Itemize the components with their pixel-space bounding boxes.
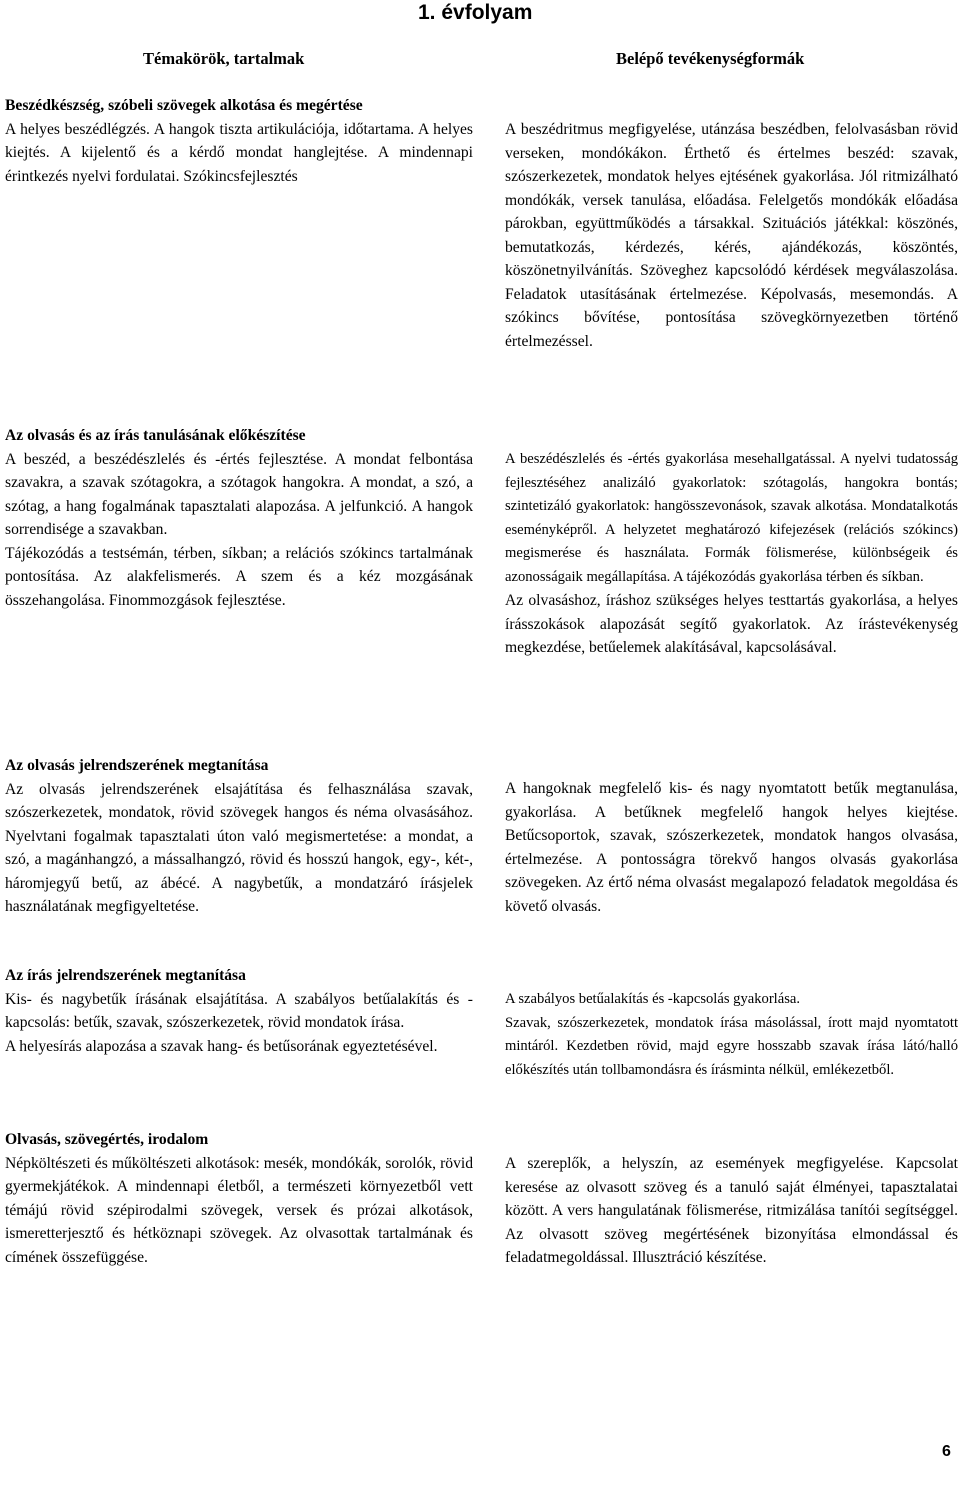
section-activities: A beszédészlelés és -értés gyakorlása mesehallgatással. A nyelvi tudatosság fejlesztéséhez analizáló gyakorlatok: szótagolás, hangokra bontás; szintetizáló gyakorlatok: hangösszevonások, szavak alkotása. Mondatalkotás eseményképről. A helyzetet meghatározó kifejezések (relációs szókincs) megismerése és használata. Formák fölismerése, különbségeik és azonosságaik megállapítása. A tájékozódás gyakorlása térben és síkban. <box>505 451 958 585</box>
section-title: Az olvasás és az írás tanulásának előkészítése <box>5 427 306 444</box>
section-text: A helyes beszédlégzés. A hangok tiszta artikulációja, időtartama. A helyes kiejtés. A kijelentő és a kérdő mondat hanglejtése. A mindennapi érintkezés nyelvi fordulatai. Szókincsfejlesztés <box>5 120 473 185</box>
section-5-left <box>5 1128 473 1269</box>
grade-title: 1. évfolyam <box>418 1 533 24</box>
section-title: Az olvasás jelrendszerének megtanítása <box>5 757 269 774</box>
section-2-right <box>505 448 958 660</box>
page-number: 6 <box>942 1443 951 1460</box>
section-activities: Szavak, szószerkezetek, mondatok írása másolással, írott majd nyomtatott mintáról. Kezdetben rövid, majd egyre hosszabb szavak írása látó/halló előkészítés után tollbamondásra és írásminta nélkül, emlékezetből. <box>505 1014 958 1078</box>
section-activities: A szabályos betűalakítás és -kapcsolás gyakorlása. <box>505 991 801 1007</box>
section-4-left <box>5 964 473 1058</box>
section-activities: Az olvasáshoz, íráshoz szükséges helyes testtartás gyakorlása, a helyes írásszokások alapozását segítő gyakorlatok. Az írástevékenység megkezdése, betűelemek alakításával, kapcsolásával. <box>505 592 958 656</box>
section-3-left <box>5 754 473 919</box>
section-title: Az írás jelrendszerének megtanítása <box>5 967 246 984</box>
section-text: Kis- és nagybetűk írásának elsajátítása. A szabályos betűalakítás és -kapcsolás: betűk, szavak, szószerkezetek, rövid mondatok írása. <box>5 990 473 1031</box>
section-activities: A szereplők, a helyszín, az események megfigyelése. Kapcsolat keresése az olvasott szöveg és a tanuló saját élményei, tapasztalatai között. A vers hangulatának fölismerése, ritmizálása tanítói segítséggel. Az olvasott szöveg megértésének bizonyítása elmondással és feladatmegoldással. Illusztráció készítése. <box>505 1155 958 1266</box>
section-2-left <box>5 424 473 612</box>
section-1-left <box>5 94 473 188</box>
section-text: A beszéd, a beszédészlelés és -értés fejlesztése. A mondat felbontása szavakra, a szavak szótagokra, a szótagok hangokra. A mondat, a szó, a szótag, a hang fogalmának tapasztalati alapozása. A jelfunkció. A hangok sorrendisége a szavakban. <box>5 450 473 538</box>
section-1-right <box>505 118 958 353</box>
right-column-heading: Belépő tevékenységformák <box>616 49 805 68</box>
section-title: Beszédkészség, szóbeli szövegek alkotása és megértése <box>5 97 363 114</box>
section-3-right <box>505 777 958 918</box>
section-text: Tájékozódás a testsémán, térben, síkban; a relációs szókincs tartalmának pontosítása. Az alakfelismerés. A szem és a kéz mozgásának összehangolása. Finommozgások fejlesztése. <box>5 544 473 609</box>
section-activities: A hangoknak megfelelő kis- és nagy nyomtatott betűk megtanulása, gyakorlása. A betűknek megfelelő hangok helyes kiejtése. Betűcsoportok, szavak, szószerkezetek, mondatok hangos olvasása, értelmezése. A pontosságra törekvő hangos olvasás gyakorlása szövegeken. Az értő néma olvasást megalapozó feladatok megoldása és követő olvasás. <box>505 780 958 915</box>
section-text: Az olvasás jelrendszerének elsajátítása és felhasználása szavak, szószerkezetek, mondatok, rövid szövegek hangos és néma olvasásához. Nyelvtani fogalmak tapasztalati úton való megismertetése: a mondat, a szó, a magánhangzó, a mássalhangzó, rövid és hosszú hangok, egy-, két-, háromjegyű betű, az ábécé. A nagybetűk, a mondatzáró írásjelek használatának megfigyeltetése. <box>5 780 473 915</box>
section-5-right <box>505 1152 958 1270</box>
section-title: Olvasás, szövegértés, irodalom <box>5 1131 209 1148</box>
section-text: A helyesírás alapozása a szavak hang- és betűsorának egyeztetésével. <box>5 1037 438 1055</box>
left-column-heading: Témakörök, tartalmak <box>143 49 305 68</box>
section-text: Népköltészeti és műköltészeti alkotások: mesék, mondókák, sorolók, rövid gyermekjátékok. A mindennapi életből, a természeti környezetből vett témájú rövid szépirodalmi szövegek, versek és prózai alkotások, ismeretterjesztő és hétköznapi szövegek. Az olvasottak tartalmának és címének összefüggése. <box>5 1154 473 1266</box>
section-activities: A beszédritmus megfigyelése, utánzása beszédben, felolvasásban rövid verseken, mondókákon. Érthető és értelmes beszéd: szavak, szószerkezetek, mondatok helyes ejtésének gyakorlása. Jól ritmizálható mondókák, versek tanulása, előadása. Felelgetős mondókák előadása párokban, együttműködés a társakkal. Szituációs játékkal: köszönés, bemutatkozás, kérdezés, kérés, ajándékozás, köszöntés, köszönetnyilvánítás. Szöveghez kapcsolódó kérdések megválaszolása. Feladatok utasításának értelmezése. Képolvasás, mesemondás. A szókincs bővítése, pontosítása szövegkörnyezetben történő értelmezéssel. <box>505 121 958 350</box>
section-4-right <box>505 988 958 1082</box>
